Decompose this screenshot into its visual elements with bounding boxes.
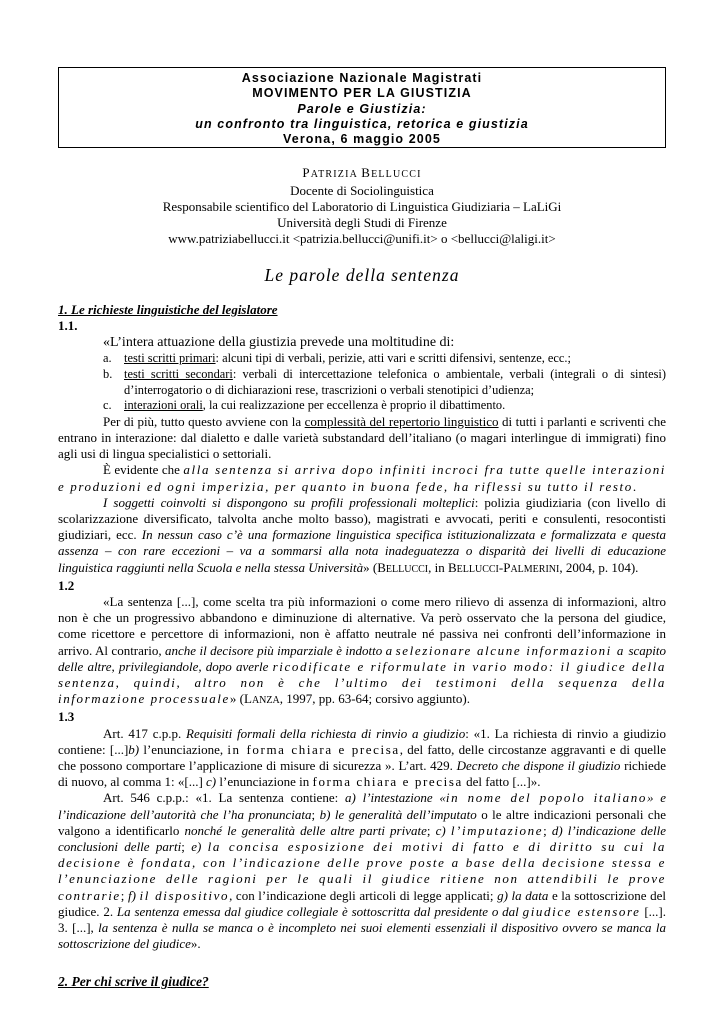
author-university: Università degli Studi di Firenze [277, 215, 447, 230]
list-item: a. testi scritti primari: alcuni tipi di verbali, perizie, atti vari e scritti difensivi, sentenze, ecc.; [103, 351, 571, 366]
author-lab: Responsabile scientifico del Laboratorio di Linguistica Giudiziaria – LaLiGi [162, 199, 562, 214]
header-movement: MOVIMENTO PER LA GIUSTIZIA [252, 86, 472, 101]
section-number-1-1: 1.1. [58, 318, 78, 334]
paper-title: Le parole della sentenza [264, 265, 460, 285]
header-conference-subtitle: un confronto tra linguistica, retorica e giustizia [195, 116, 529, 131]
header-place-date: Verona, 6 maggio 2005 [283, 132, 441, 147]
header-conference-title: Parole e Giustizia: [297, 101, 427, 116]
list-item: c. interazioni orali, la cui realizzazione per eccellenza è proprio il dibattimento. [103, 398, 506, 413]
author-role: Docente di Sociolinguistica [290, 183, 434, 198]
paragraph: Art. 417 c.p.p. Requisiti formali della richiesta di rinvio a giudizio: «1. La richiesta di rinvio a giudizio contiene: [...]b) l’enunciazione, in forma chiara e precisa, del fatto, delle circostanze aggravanti e di quelle che possono comportare l’applicazione di misure di sicurezza ». L’art. 429. Decreto che dispone il giudizio richiede di nuovo, al comma 1: «[...] c) l’enunciazione in forma chiara e precisa del fatto [...]». [58, 725, 666, 790]
paragraph: «La sentenza [...], come scelta tra più informazioni o come mero rilievo di assenza di informazioni, altro non è che un progressivo abbandono e diminuzione di alternative. Va però osservato che la persona del giudice, come ricettore e percettore di informazioni, non è affatto neutrale né passiva nei confronti dell’informazione in arrivo. Al contrario, anche il decisore più imparziale è indotto a selezionare alcune informazioni a scapito delle altre, privilegiandole, dopo averle ricodificate e riformulate in vario modo: il giudice della sentenza, quindi, altro non è che l’ultimo dei testimoni della sequenza della informazione processuale» (LANZA, 1997, pp. 63-64; corsivo aggiunto). [58, 594, 666, 707]
section-1-heading: 1. Le richieste linguistiche del legislatore [58, 302, 278, 317]
list-item: b. testi scritti secondari: verbali di intercettazione telefonica o ambientale, verbali (integrali o di sintesi) d’interrogatorio o di dichiarazioni rese, trascrizioni o verbali stenotipici d’udienza; [103, 367, 666, 397]
header-association: Associazione Nazionale Magistrati [241, 71, 483, 85]
paragraph: Per di più, tutto questo avviene con la complessità del repertorio linguistico di tutti i parlanti e scriventi che entrano in interazione: dal dialetto e dalle varietà substandard dell’italiano (o magari interlingue di immigrati) fino agli usi di lingua specialistici o settoriali. [58, 413, 667, 462]
section-number-1-3: 1.3 [58, 709, 75, 725]
paragraph: Art. 546 c.p.p.: «1. La sentenza contiene: a) l’intestazione «in nome del popolo italiano» e l’indicazione dell’autorità che l’ha pronunciata; b) le generalità dell’imputato o le altre indicazioni personali che valgono a identificarlo nonché le generalità delle altre parti private; c) l’imputazione; d) l’indicazione delle conclusioni delle parti; e) la concisa esposizione dei motivi di fatto e di diritto su cui la decisione è fondata, con l’indicazione delle prove poste a base della decisione stessa e l’enunciazione delle ragioni per le quali il giudice ritiene non attendibili le prove contrarie; f) il dispositivo, con l’indicazione degli articoli di legge applicati; g) la data e la sottoscrizione del giudice. 2. La sentenza emessa dal giudice collegiale è sottoscritta dal presidente o dal giudice estensore [...]. 3. [...], la sentenza è nulla se manca o è incompleto nei suoi elementi essenziali il dispositivo ovvero se manca la sottoscrizione del giudice». [58, 790, 666, 952]
text-types-list [58, 351, 666, 413]
conference-header-box [58, 67, 666, 148]
section-number-1-2: 1.2 [58, 577, 75, 593]
paragraph: I soggetti coinvolti si dispongono su profili professionali molteplici: polizia giudiziaria (con livello di scolarizzazione diversificato, talvolta anche molto basso), magistrati e avvocati, periti e consulenti, resocontisti giudiziari, ecc. In nessun caso c’è una formazione linguistica specifica istituzionalizzata e formalizzata e questa assenza – con rare eccezioni – va a sommarsi alla nota inadeguatezza o disparità dei livelli di educazione linguistica raggiunti nella Scuola e nella stessa Università» (BELLUCCI, in BELLUCCI-PALMERINI, 2004, p. 104). [58, 494, 666, 575]
author-name: PATRIZIA BELLUCCI [302, 165, 422, 180]
document-page [58, 0, 666, 991]
section-2-heading: 2. Per chi scrive il giudice? [58, 974, 209, 990]
author-block [58, 165, 666, 247]
author-contacts: www.patriziabellucci.it <patrizia.bellucci@unifi.it> o <bellucci@laligi.it> [168, 231, 556, 246]
quote-intro: «L’intera attuazione della giustizia prevede una moltitudine di: [103, 335, 455, 351]
document-body [58, 302, 666, 991]
paragraph: È evidente che alla sentenza si arriva dopo infiniti incroci fra tutte quelle interazioni e produzioni ed ogni imperizia, per quanto in buona fede, ha riflessi su tutto il resto. [58, 462, 667, 494]
